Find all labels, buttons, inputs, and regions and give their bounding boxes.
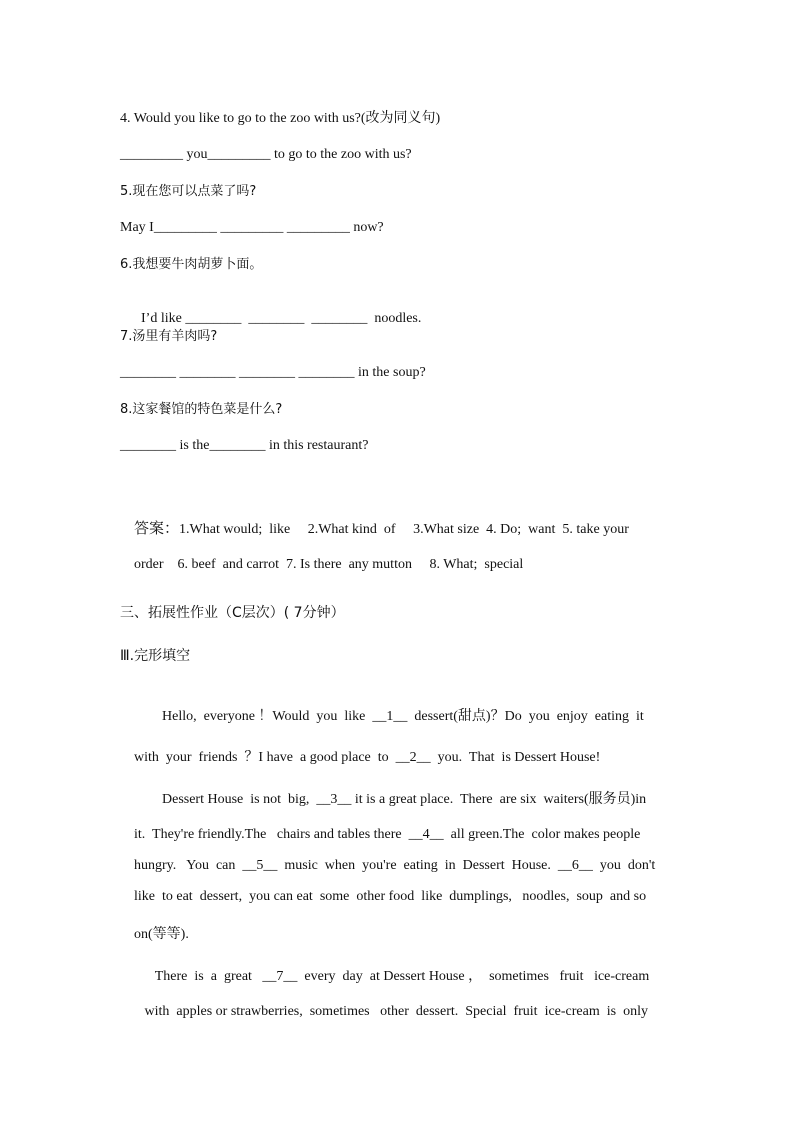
paragraph-2-line-1-text: Dessert House is not big, __3__ it is a great place. There are six waiters(服务员)in (134, 792, 647, 807)
section-heading-text: 三、拓展性作业（C层次）( 7分钟） (120, 605, 345, 621)
paragraph-2-line-3-text: hungry. You can __5__ music when you're eating in Dessert House. __6__ you don't (134, 858, 656, 873)
question-4-blanks-text: _________ you_________ to go to the zoo with us? (120, 147, 412, 162)
paragraph-2-line-2-text: it. They're friendly.The chairs and tables there __4__ all green.The color makes people (134, 827, 641, 842)
answers-line-2 (120, 538, 672, 592)
question-7-blanks-text: ________ ________ ________ ________ in the soup? (120, 365, 426, 380)
answers-line-1-text: 1.What would; like 2.What kind of 3.What size 4. Do; want 5. take your (179, 522, 629, 537)
question-8-prompt (120, 401, 672, 419)
answers-line-2-text: order 6. beef and carrot 7. Is there any mutton 8. What; special (134, 557, 524, 572)
question-5-prompt (120, 183, 672, 201)
cloze-heading-text: Ⅲ.完形填空 (120, 648, 191, 664)
cloze-heading (120, 647, 672, 665)
question-5-blanks (120, 219, 672, 237)
question-8-blanks-text: ________ is the________ in this restaurant? (120, 438, 369, 453)
question-5-blanks-text: May I_________ _________ _________ now? (120, 220, 384, 235)
question-7-prompt (120, 328, 672, 346)
paragraph-3-line-1-text: There is a great __7__ every day at Dessert House ， sometimes fruit ice-cream (134, 969, 650, 984)
question-5-text: 5.现在您可以点菜了吗? (120, 184, 257, 199)
paragraph-2-line-5-text: on(等等). (134, 927, 189, 942)
paragraph-2-line-4-text: like to eat dessert, you can eat some other food like dumplings, noodles, soup and so (134, 889, 647, 904)
paragraph-3-line-2-text: with apples or strawberries, sometimes other dessert. Special fruit ice-cream is only (134, 1004, 648, 1019)
question-8-blanks (120, 437, 672, 455)
section-heading (120, 604, 672, 622)
question-6-prompt (120, 256, 672, 274)
question-6-text: 6.我想要牛肉胡萝卜面。 (120, 257, 263, 272)
answers-label: 答案： (134, 519, 180, 537)
question-8-text: 8.这家餐馆的特色菜是什么? (120, 402, 283, 417)
question-4-blanks (120, 146, 672, 164)
question-4-prompt (120, 110, 672, 128)
paragraph-3-line-2 (120, 985, 672, 1039)
paragraph-1-line-2-text: with your friends ？I have a good place to __2__ you. That is Dessert House! (134, 750, 601, 765)
question-6-blanks-text: I’d like ________ ________ ________ noodles. (134, 311, 422, 326)
question-7-blanks (120, 364, 672, 382)
paragraph-1-line-1-text: Hello, everyone ！Would you like __1__ dessert(甜点)？Do you enjoy eating it (134, 709, 644, 724)
question-4-text: 4. Would you like to go to the zoo with us?(改为同义句) (120, 111, 441, 126)
question-7-text: 7.汤里有羊肉吗? (120, 329, 218, 344)
